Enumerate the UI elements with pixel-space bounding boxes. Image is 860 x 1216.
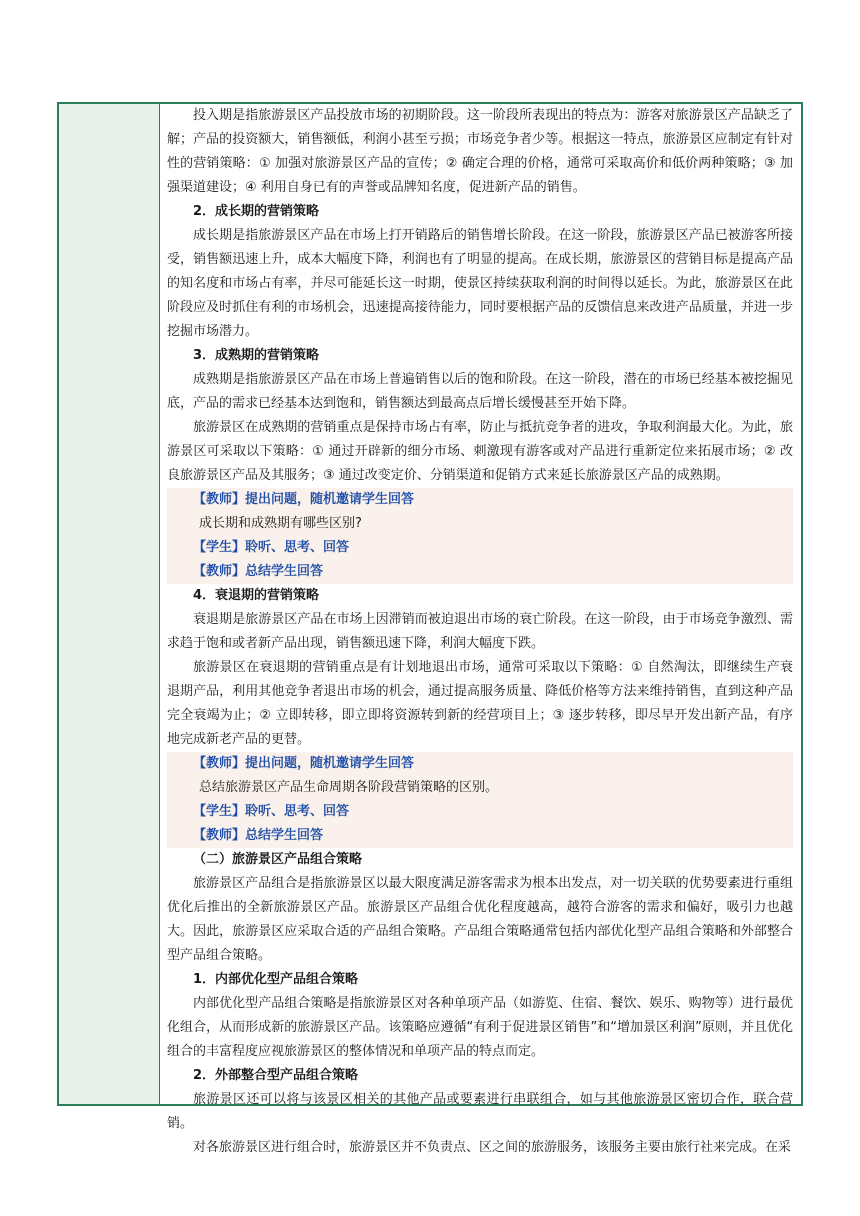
section-heading: 2．成长期的营销策略 <box>193 204 320 219</box>
section-heading: 1．内部优化型产品组合策略 <box>193 972 359 987</box>
table-frame <box>57 102 803 1155</box>
teacher-prompt: 【教师】提出问题，随机邀请学生回答 <box>193 492 415 507</box>
paragraph: 成熟期是指旅游景区产品在市场上普遍销售以后的饱和阶段。在这一阶段，潜在的市场已经基本被挖掘见底，产品的需求已经基本达到饱和，销售额达到最高点后增长缓慢甚至开始下降。 <box>167 372 793 411</box>
paragraph: 旅游景区产品组合是指旅游景区以最大限度满足游客需求为根本出发点，对一切关联的优势要素进行重组优化后推出的全新旅游景区产品。旅游景区产品组合优化程度越高，越符合游客的需求和偏好，吸引力也越大。因此，旅游景区应采取合适的产品组合策略。产品组合策略通常包括内部优化型产品组合策略和外部整合型产品组合策略。 <box>167 876 793 963</box>
left-column <box>59 104 160 1104</box>
paragraph: 投入期是指旅游景区产品投放市场的初期阶段。这一阶段所表现出的特点为：游客对旅游景区产品缺乏了解；产品的投资额大，销售额低，利润小甚至亏损；市场竞争者少等。根据这一特点，旅游景区应制定有针对性的营销策略：① 加强对旅游景区产品的宣传；② 确定合理的价格，通常可采取高价和低价两种策略；③ 加强渠道建设；④ 利用自身已有的声誉或品牌知名度，促进新产品的销售。 <box>167 108 793 195</box>
discussion-box <box>167 752 793 848</box>
paragraph: 内部优化型产品组合策略是指旅游景区对各种单项产品（如游览、住宿、餐饮、娱乐、购物等）进行最优化组合，从而形成新的旅游景区产品。该策略应遵循“有利于促进景区销售”和“增加景区利润”原则，并且优化组合的丰富程度应视旅游景区的整体情况和单项产品的特点而定。 <box>167 996 793 1059</box>
teacher-prompt: 【教师】提出问题，随机邀请学生回答 <box>193 756 415 771</box>
paragraph: 旅游景区在成熟期的营销重点是保持市场占有率，防止与抵抗竞争者的进攻，争取利润最大化。为此，旅游景区可采取以下策略：① 通过开辟新的细分市场、刺激现有游客或对产品进行重新定位来拓展市场；② 改良旅游景区产品及其服务；③ 通过改变定价、分销渠道和促销方式来延长旅游景区产品的成熟期。 <box>167 420 793 483</box>
paragraph: 旅游景区还可以将与该景区相关的其他产品或要素进行串联组合，如与其他旅游景区密切合作，联合营销。 <box>167 1092 793 1131</box>
lesson-content <box>161 104 801 1155</box>
student-activity: 【学生】聆听、思考、回答 <box>193 804 350 819</box>
discussion-question: 总结旅游景区产品生命周期各阶段营销策略的区别。 <box>199 780 499 795</box>
section-heading: 3．成熟期的营销策略 <box>193 348 320 363</box>
section-heading: （二）旅游景区产品组合策略 <box>193 852 363 867</box>
teacher-summary: 【教师】总结学生回答 <box>193 828 324 843</box>
student-activity: 【学生】聆听、思考、回答 <box>193 540 350 555</box>
paragraph: 旅游景区在衰退期的营销重点是有计划地退出市场，通常可采取以下策略：① 自然淘汰，即继续生产衰退期产品，利用其他竞争者退出市场的机会，通过提高服务质量、降低价格等方法来维持销售，直到这种产品完全衰竭为止；② 立即转移，即立即将资源转到新的经营项目上；③ 逐步转移，即尽早开发出新产品，有序地完成新老产品的更替。 <box>167 660 793 747</box>
teacher-summary: 【教师】总结学生回答 <box>193 564 324 579</box>
paragraph: 衰退期是旅游景区产品在市场上因滞销而被迫退出市场的衰亡阶段。在这一阶段，由于市场竞争激烈、需求趋于饱和或者新产品出现，销售额迅速下降，利润大幅度下跌。 <box>167 612 793 651</box>
paragraph: 对各旅游景区进行组合时，旅游景区并不负责点、区之间的旅游服务，该服务主要由旅行社来完成。在采 <box>193 1140 792 1155</box>
paragraph: 成长期是指旅游景区产品在市场上打开销路后的销售增长阶段。在这一阶段，旅游景区产品已被游客所接受，销售额迅速上升，成本大幅度下降，利润也有了明显的提高。在成长期，旅游景区的营销目标是提高产品的知名度和市场占有率，并尽可能延长这一时期，使景区持续获取利润的时间得以延长。为此，旅游景区在此阶段应及时抓住有利的市场机会，迅速提高接待能力，同时要根据产品的反馈信息来改进产品质量，并进一步挖掘市场潜力。 <box>167 228 793 339</box>
discussion-box <box>167 488 793 584</box>
section-heading: 2．外部整合型产品组合策略 <box>193 1068 359 1083</box>
discussion-question: 成长期和成熟期有哪些区别? <box>199 516 362 531</box>
section-heading: 4．衰退期的营销策略 <box>193 588 320 603</box>
